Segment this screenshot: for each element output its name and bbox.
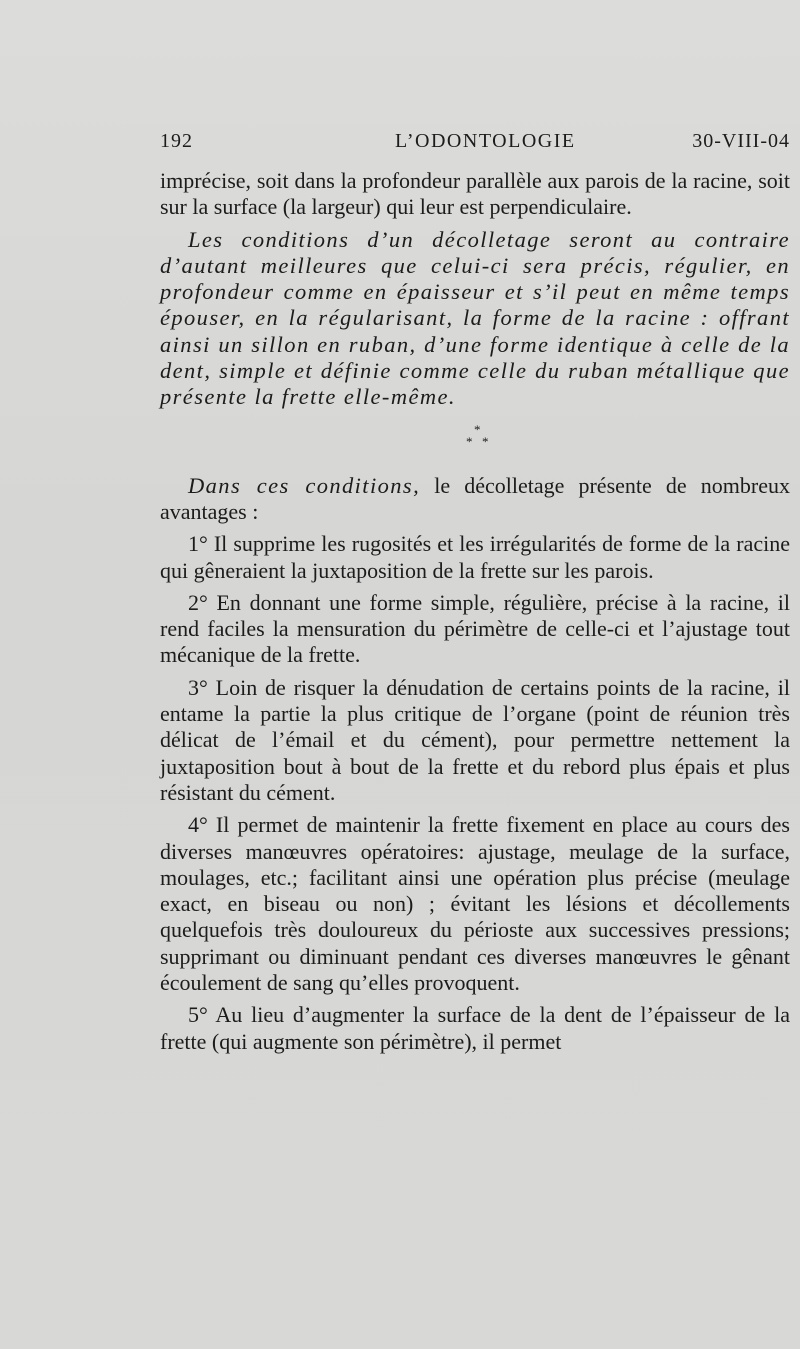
- section-separator: [160, 411, 790, 473]
- paragraph-point-1: 1° Il supprime les rugosités et les irrégularités de forme de la racine qui gêneraient la juxtaposition de la frette sur les parois.: [160, 531, 790, 583]
- paragraph-3: [160, 473, 790, 526]
- paragraph-point-2: 2° En donnant une forme simple, régulière, précise à la racine, il rend faciles la mensuration du périmètre de celle-ci et l’ajustage tout mécanique de la frette.: [160, 589, 790, 668]
- running-title: L’ODONTOLOGIE: [395, 130, 576, 152]
- asterism-right: *: [482, 433, 489, 449]
- asterism-top: *: [474, 421, 481, 437]
- paragraph-2-italic: Les conditions d’un décolletage seront au contraire d’autant meilleures que celui-ci sera précis, régulier, en profondeur comme en épaisseur et s’il peut en même temps épouser, en la régularisant, la forme de la racine : offrant ainsi un sillon en ruban, d’une forme identique à celle de la dent, simple et définie comme celle du ruban métallique que présente la frette elle-même.: [160, 226, 790, 410]
- issue-date: 30-VIII-04: [692, 130, 790, 152]
- paragraph-3-text: le décolletage présente de nombreux avantages :: [160, 472, 790, 524]
- page-body: [160, 168, 790, 1055]
- paragraph-1: imprécise, soit dans la profondeur parallèle aux parois de la racine, soit sur la surface (la largeur) qui leur est perpendiculaire.: [160, 168, 790, 220]
- paragraph-point-4: 4° Il permet de maintenir la frette fixement en place au cours des diverses manœuvres opératoires: ajustage, meulage de la surface, moulages, etc.; facilitant ainsi une opération plus précise (meulage exact, en biseau ou non) ; évitant les lésions et décollements quelquefois très douloureux du périoste aux successives pressions; supprimant ou diminuant pendant ces diverses manœuvres le gênant écoulement de sang qu’elles provoquent.: [160, 812, 790, 996]
- paragraph-point-3: 3° Loin de risquer la dénudation de certains points de la racine, il entame la partie la plus critique de l’organe (point de réunion très délicat de l’émail et du cément), pour permettre nettement la juxtaposition bout à bout de la frette et du rebord plus épais et plus résistant du cément.: [160, 674, 790, 805]
- asterism-left: *: [466, 433, 473, 449]
- running-header: [160, 130, 790, 160]
- paragraph-3-italic-lead: Dans ces conditions,: [188, 472, 421, 498]
- page-number: 192: [160, 130, 193, 152]
- paragraph-point-5: 5° Au lieu d’augmenter la surface de la dent de l’épaisseur de la frette (qui augmente son périmètre), il permet: [160, 1002, 790, 1054]
